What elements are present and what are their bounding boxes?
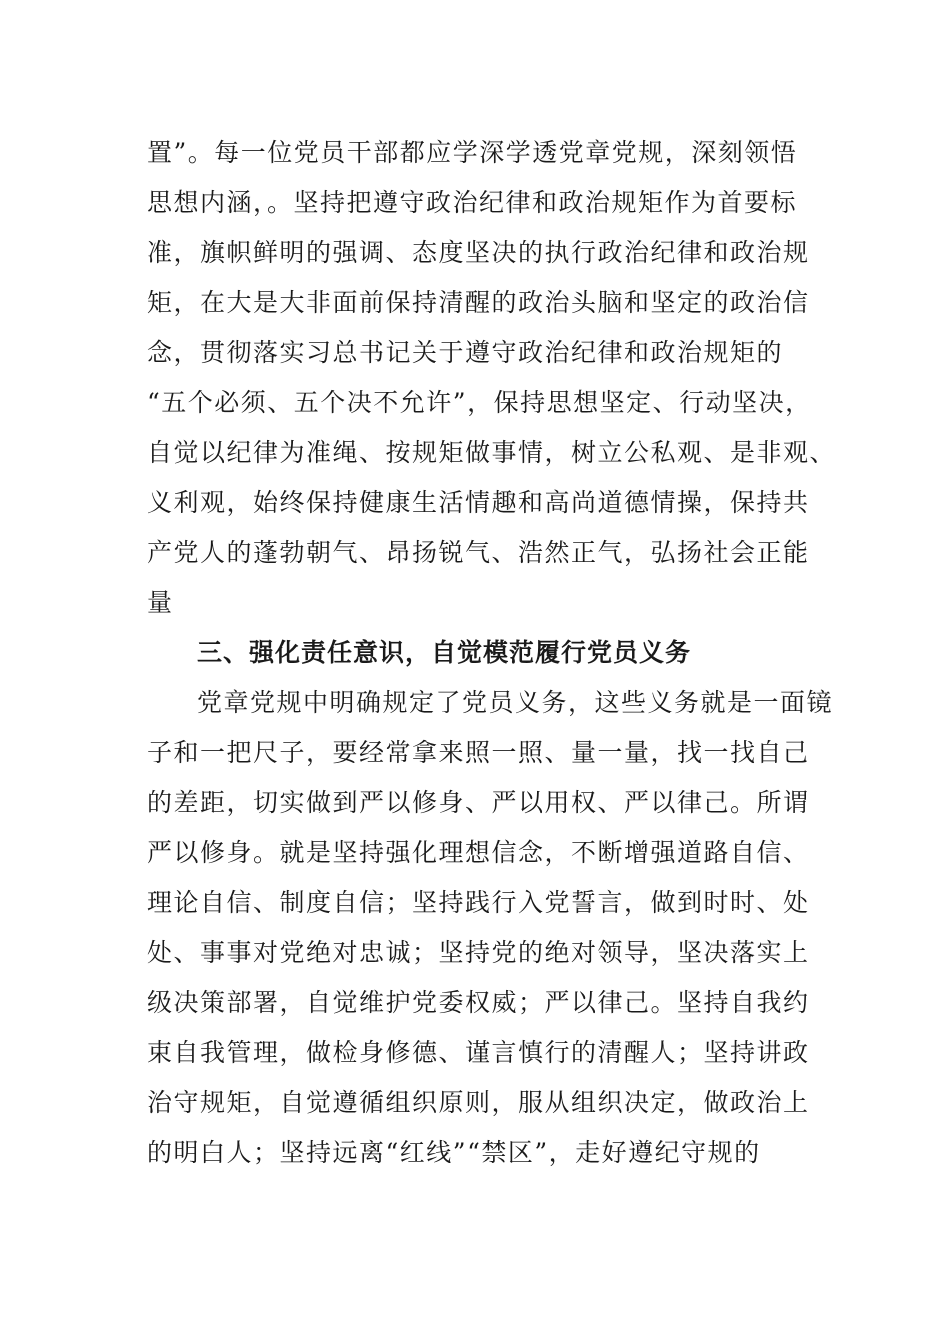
paragraph-obligations	[147, 678, 834, 1178]
text-line: 产党人的蓬勃朝气、昂扬锐气、浩然正气，弘扬社会正能	[147, 538, 810, 567]
text-line: 治守规矩，自觉遵循组织原则，服从组织决定，做政治上	[147, 1088, 810, 1117]
text-line: 义利观，始终保持健康生活情趣和高尚道德情操，保持共	[147, 488, 810, 517]
text-line: 束自我管理，做检身修德、谨言慎行的清醒人；坚持讲政	[147, 1038, 810, 1067]
paragraph-continued	[147, 128, 837, 628]
text-line: 念，贯彻落实习总书记关于遵守政治纪律和政治规矩的	[147, 338, 784, 367]
text-line: 思想内涵，。坚持把遵守政治纪律和政治规矩作为首要标	[147, 188, 798, 217]
text-line: 处、事事对党绝对忠诚；坚持党的绝对领导，坚决落实上	[147, 938, 810, 967]
text-line: 量	[147, 588, 174, 617]
text-line: 党章党规中明确规定了党员义务，这些义务就是一面镜	[197, 688, 834, 717]
text-line: “五个必须、五个决不允许”，保持思想坚定、行动坚决，	[147, 388, 812, 417]
text-line: 严以修身。就是坚持强化理想信念，不断增强道路自信、	[147, 838, 810, 867]
section-heading: 三、强化责任意识，自觉模范履行党员义务	[197, 638, 692, 667]
text-line: 自觉以纪律为准绳、按规矩做事情，树立公私观、是非观、	[147, 438, 837, 467]
document-body	[147, 128, 837, 1178]
text-line: 置”。每一位党员干部都应学深学透党章党规，深刻领悟	[147, 138, 798, 167]
text-line: 的明白人；坚持远离“红线”“禁区”，走好遵纪守规的	[147, 1138, 761, 1167]
text-line: 矩，在大是大非面前保持清醒的政治头脑和坚定的政治信	[147, 288, 810, 317]
text-line: 理论自信、制度自信；坚持践行入党誓言，做到时时、处	[147, 888, 810, 917]
text-line: 的差距，切实做到严以修身、严以用权、严以律己。所谓	[147, 788, 810, 817]
text-line: 准，旗帜鲜明的强调、态度坚决的执行政治纪律和政治规	[147, 238, 810, 267]
text-line: 级决策部署，自觉维护党委权威；严以律己。坚持自我约	[147, 988, 810, 1017]
text-line: 子和一把尺子，要经常拿来照一照、量一量，找一找自己	[147, 738, 810, 767]
